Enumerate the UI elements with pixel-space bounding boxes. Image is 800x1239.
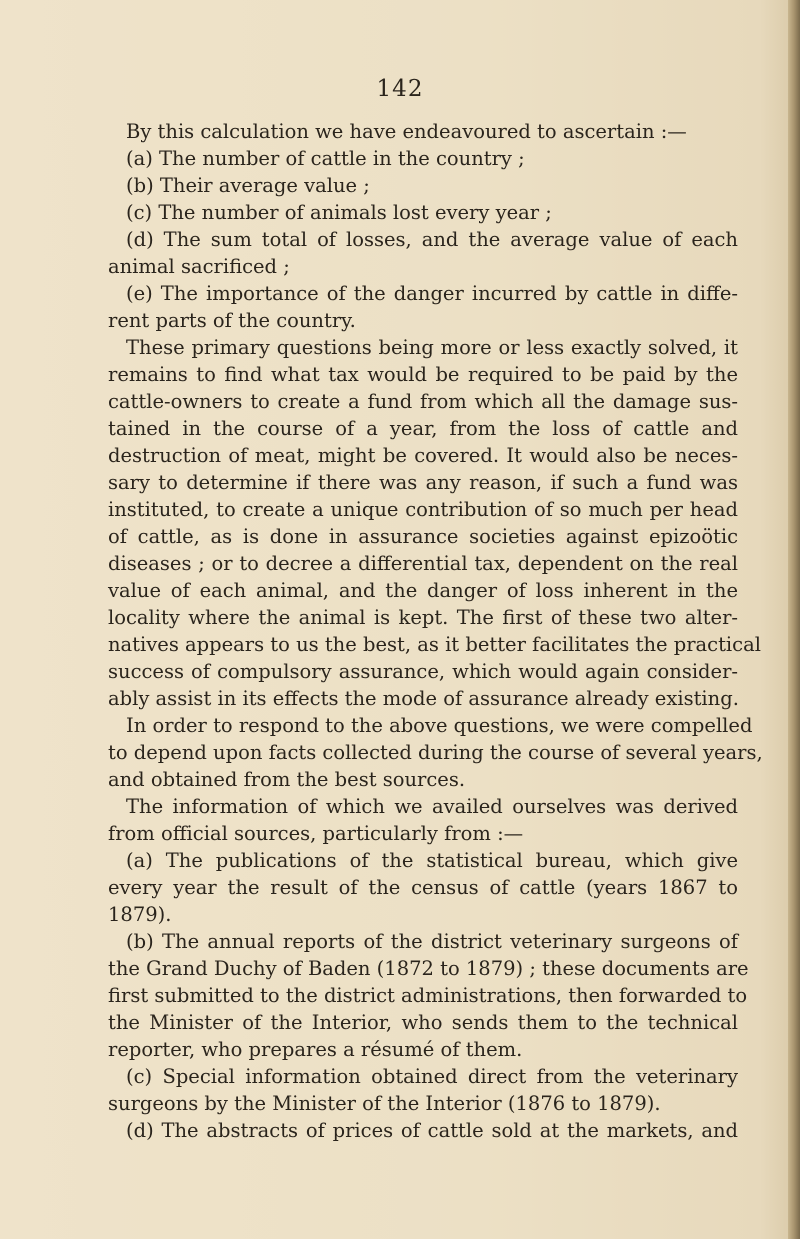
text-line: (c) The number of animals lost every year ; — [126, 201, 552, 224]
text-line: remains to find what tax would be required to be paid by the — [108, 363, 738, 386]
text-line: animal sacrificed ; — [108, 255, 290, 278]
text-line: of cattle, as is done in assurance societies against epizoötic — [108, 525, 738, 548]
text-line: from official sources, particularly from :— — [108, 822, 524, 845]
text-line: (a) The number of cattle in the country ; — [126, 147, 525, 170]
text-line: the Grand Duchy of Baden (1872 to 1879) ; these documents are — [108, 957, 749, 980]
text-line: value of each animal, and the danger of loss inherent in the — [108, 579, 738, 602]
text-line: destruction of meat, might be covered. It would also be neces- — [108, 444, 738, 467]
text-line: (d) The sum total of losses, and the average value of each — [126, 228, 738, 251]
text-line: cattle-owners to create a fund from which all the damage sus- — [108, 390, 738, 413]
text-line: These primary questions being more or less exactly solved, it — [126, 336, 738, 359]
text-line: (d) The abstracts of prices of cattle sold at the markets, and — [126, 1119, 738, 1142]
text-line: ably assist in its effects the mode of assurance already existing. — [108, 687, 739, 710]
text-line: (b) Their average value ; — [126, 174, 370, 197]
text-line: (c) Special information obtained direct from the veterinary — [126, 1065, 738, 1088]
text-line: success of compulsory assurance, which would again consider- — [108, 660, 738, 683]
text-line: reporter, who prepares a résumé of them. — [108, 1038, 523, 1061]
text-line: natives appears to us the best, as it better facilitates the practical — [108, 633, 761, 656]
text-line: tained in the course of a year, from the loss of cattle and — [108, 417, 738, 440]
text-line: rent parts of the country. — [108, 309, 356, 332]
text-line: 1879). — [108, 903, 172, 926]
text-line: diseases ; or to decree a differential tax, dependent on the real — [108, 552, 738, 575]
text-line: to depend upon facts collected during the course of several years, — [108, 741, 763, 764]
text-line: the Minister of the Interior, who sends them to the technical — [108, 1011, 738, 1034]
body-text — [108, 118, 763, 1144]
text-line: (b) The annual reports of the district veterinary surgeons of — [126, 930, 738, 953]
text-line: and obtained from the best sources. — [108, 768, 466, 791]
page-edge — [788, 0, 800, 1239]
text-line: locality where the animal is kept. The first of these two alter- — [108, 606, 738, 629]
text-line: The information of which we availed ourselves was derived — [126, 795, 738, 818]
text-line: (a) The publications of the statistical bureau, which give — [126, 849, 738, 872]
text-line: every year the result of the census of cattle (years 1867 to — [108, 876, 738, 899]
text-line: first submitted to the district administrations, then forwarded to — [108, 984, 748, 1007]
text-line: By this calculation we have endeavoured to ascertain :— — [126, 120, 687, 143]
page-number: 142 — [376, 76, 424, 102]
text-line: (e) The importance of the danger incurred by cattle in diffe- — [126, 282, 738, 305]
text-line: In order to respond to the above questions, we were compelled — [126, 714, 753, 737]
text-line: surgeons by the Minister of the Interior (1876 to 1879). — [108, 1092, 661, 1115]
text-line: sary to determine if there was any reason, if such a fund was — [108, 471, 738, 494]
text-line: instituted, to create a unique contribution of so much per head — [108, 498, 738, 521]
